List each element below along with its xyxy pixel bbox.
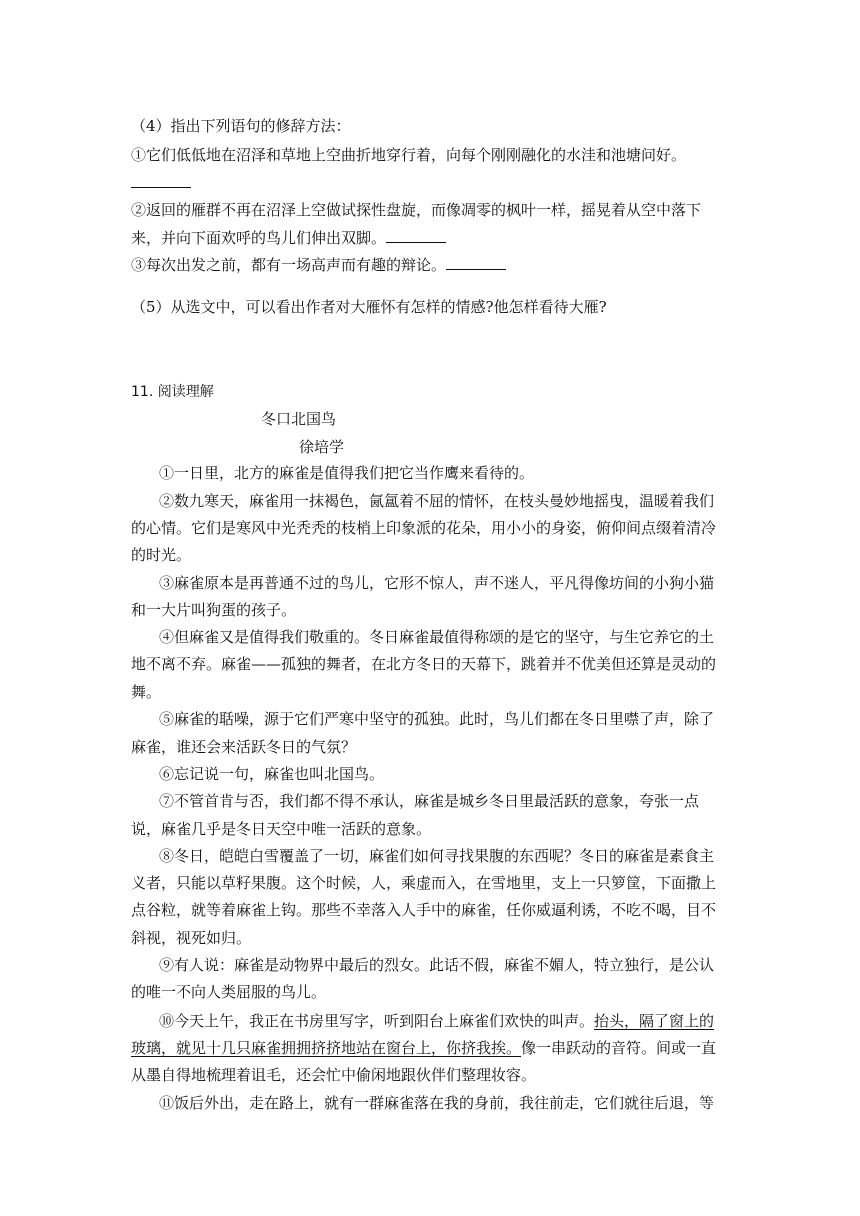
article-author: 徐培学: [299, 438, 345, 456]
q10-item1: ①它们低低地在沼泽和草地上空曲折地穿行着，向每个刚刚融化的水洼和池塘问好。: [131, 146, 687, 164]
paragraph-line: ⑪饭后外出，走在路上，就有一群麻雀落在我的身前，我往前走，它们就往后退，等: [159, 1094, 715, 1112]
q10-item2-line2-text: 来，并向下面欢呼的鸟儿们伸出双脚。: [131, 229, 387, 247]
q10-item2-line2: [131, 227, 446, 249]
paragraph-line: ⑧冬日，皑皑白雪覆盖了一切，麻雀们如何寻找果腹的东西呢？冬日的麻雀是素食主: [159, 847, 715, 865]
p10-text: ⑩今天上午，我正在书房里写字，听到阳台上麻雀们欢快的叫声。: [159, 1012, 595, 1030]
q10-item2-line1: ②返回的雁群不再在沼泽上空做试探性盘旋，而像凋零的枫叶一样，摇晃着从空中落下: [131, 201, 702, 219]
paragraph-line: ③麻雀原本是再普通不过的鸟儿，它形不惊人，声不迷人，平凡得像坊间的小狗小猫: [159, 574, 715, 592]
paragraph-line: 斜视，视死如归。: [131, 929, 252, 947]
paragraph-line: 的心情。它们是寒风中光秃秃的枝梢上印象派的花朵，用小小的身姿，俯仰间点缀着清冷: [131, 519, 717, 537]
paragraph-line: ②数九寒天，麻雀用一抹褐色，氤氲着不屈的情怀，在枝头曼妙地摇曳，温暖着我们: [159, 492, 715, 510]
q10-part5: （5）从选文中，可以看出作者对大雁怀有怎样的情感?他怎样看待大雁?: [131, 298, 607, 316]
q10-part4-title: （4）指出下列语句的修辞方法：: [131, 117, 351, 135]
p10-underlined-sentence: 玻璃，就见十几只麻雀拥拥挤挤地站在窗台上，你挤我挨。: [131, 1039, 522, 1057]
paragraph-line: ⑤麻雀的聒噪，源于它们严寒中坚守的孤独。此时，鸟儿们都在冬日里噤了声，除了: [159, 710, 715, 728]
paragraph-line: 义者，只能以草籽果腹。这个时候，人，乘虚而入，在雪地里，支上一只箩筐，下面撒上: [131, 874, 717, 892]
q10-item3: [131, 254, 506, 276]
paragraph-line: 点谷粒，就等着麻雀上钩。那些不幸落入人手中的麻雀，任你威逼利诱，不吃不喝，目不: [131, 901, 717, 919]
paragraph-line: 的唯一不向人类屈服的鸟儿。: [131, 983, 327, 1001]
paragraph-line: 地不离不弃。麻雀——孤独的舞者，在北方冬日的天幕下，跳着并不优美但还算是灵动的: [131, 655, 717, 673]
paragraph-line: ⑦不管首肯与否，我们都不得不承认，麻雀是城乡冬日里最活跃的意象，夸张一点: [159, 792, 700, 810]
answer-blank[interactable]: [386, 228, 446, 243]
paragraph-line: 从墨自得地梳理着诅毛，还会忙中偷闲地跟伙伴们整理妆容。: [131, 1066, 537, 1084]
article-title: 冬口北国鸟: [261, 410, 337, 428]
answer-blank[interactable]: [446, 255, 506, 270]
p10-text: 像一串跃动的音符。间或一直: [521, 1039, 717, 1057]
paragraph-10-line1: [159, 1010, 714, 1032]
paragraph-line: 麻雀，谁还会来活跃冬日的气氛？: [131, 738, 357, 756]
paragraph-line: 舞。: [131, 683, 162, 701]
paragraph-line: ⑥忘记说一句，麻雀也叫北国鸟。: [159, 765, 385, 783]
paragraph-line: ⑨有人说：麻雀是动物界中最后的烈女。此话不假，麻雀不媚人，特立独行，是公认: [159, 956, 715, 974]
q11-heading: 11. 阅读理解: [131, 384, 214, 400]
paragraph-line: 说，麻雀几乎是冬日天空中唯一活跃的意象。: [131, 820, 432, 838]
p10-underlined-sentence: 抬头，隔了窗上的: [594, 1012, 715, 1030]
paragraph-line: 的时光。: [131, 546, 192, 564]
answer-blank[interactable]: [131, 173, 191, 188]
paragraph-10-line2: [131, 1037, 716, 1059]
q10-item1-answer-blank[interactable]: [131, 172, 191, 194]
q10-item3-text: ③每次出发之前，都有一场高声而有趣的辩论。: [131, 256, 447, 274]
paragraph-line: ④但麻雀又是值得我们敬重的。冬日麻雀最值得称颂的是它的坚守，与生它养它的土: [159, 628, 715, 646]
paragraph-line: ①一日里，北方的麻雀是值得我们把它当作鹰来看待的。: [159, 464, 535, 482]
paragraph-line: 和一大片叫狗蛋的孩子。: [131, 601, 297, 619]
